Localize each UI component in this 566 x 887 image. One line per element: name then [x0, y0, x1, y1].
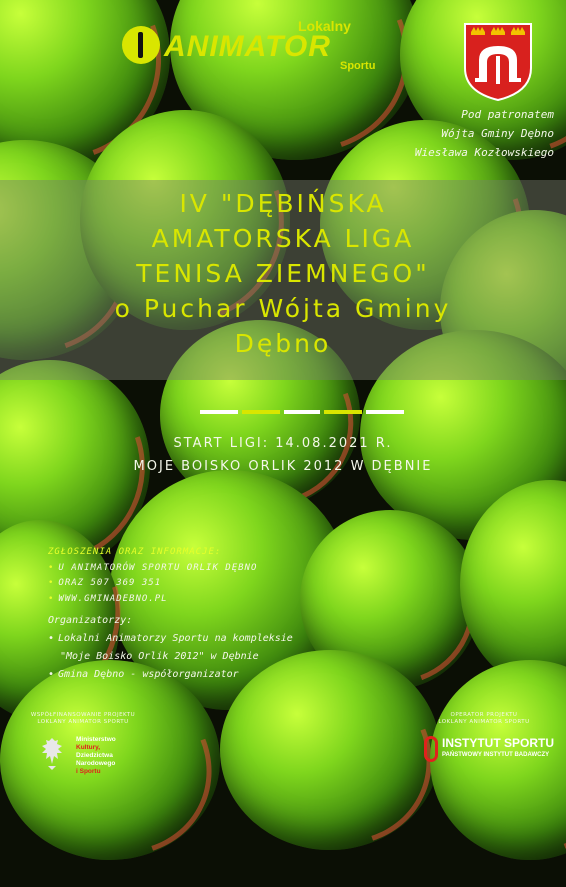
coat-of-arms-icon — [463, 22, 533, 102]
logo-mark-icon — [122, 26, 160, 64]
animator-sportu-logo — [122, 18, 402, 70]
logo-small-text: Lokalny — [298, 18, 351, 34]
title-line: Dębno — [234, 329, 332, 358]
instytut-sportu-logo — [424, 734, 555, 766]
cofinancing-block — [18, 712, 148, 775]
registration-header: ZGŁOSZENIA ORAZ INFORMACJE: — [48, 547, 222, 557]
patron-line: Wiesława Kozłowskiego — [414, 146, 554, 159]
start-venue: MOJE BOISKO ORLIK 2012 W DĘBNIE — [133, 459, 433, 474]
operator-block — [414, 712, 555, 758]
league-start-info — [0, 432, 566, 478]
title-line: TENISA ZIEMNEGO" — [136, 259, 430, 288]
list-item: • U ANIMATORÓW SPORTU ORLIK DĘBNO — [48, 562, 258, 573]
operator-caption: OPERATOR PROJEKTU — [450, 712, 518, 718]
website-link[interactable]: • WWW.GMINADEBNO.PL — [48, 593, 168, 604]
start-date: START LIGI: 14.08.2021 R. — [173, 436, 393, 451]
title-line: IV "DĘBIŃSKA — [179, 189, 387, 218]
list-item-continuation: "Moje Boisko Orlik 2012" w Dębnie — [60, 651, 259, 662]
cofinancing-caption: WSPÓŁFINANSOWANIE PROJEKTU — [30, 712, 136, 718]
instytut-sportu-icon — [424, 736, 438, 762]
organizers-header: Organizatorzy: — [48, 615, 133, 626]
list-item: • ORAZ 507 369 351 — [48, 578, 162, 588]
list-item: • Lokalni Animatorzy Sportu na kompleksie — [48, 633, 293, 644]
patron-line: Wójta Gminy Dębno — [441, 127, 554, 140]
polish-eagle-icon — [40, 736, 64, 772]
ministry-logo-text: Ministerstwo Kultury, Dziedzictwa Narodowego i Sportu — [76, 736, 116, 775]
cofinancing-caption: LOKLANY ANIMATOR SPORTU — [37, 719, 129, 725]
list-item: • Gmina Dębno - współorganizator — [48, 669, 239, 680]
event-title — [0, 186, 566, 361]
organizers-section — [48, 612, 508, 684]
patronage-text — [314, 105, 554, 162]
logo-big-text: ANIMATOR — [164, 30, 331, 63]
title-line: AMATORSKA LIGA — [151, 224, 415, 253]
instytut-sportu-subtitle: PAŃSTWOWY INSTYTUT BADAWCZY — [442, 752, 550, 758]
decorative-divider — [200, 410, 404, 414]
instytut-sportu-name: INSTYTUT SPORTU — [442, 736, 555, 750]
title-line: o Puchar Wójta Gminy — [114, 294, 452, 323]
logo-sub-text: Sportu — [340, 60, 376, 72]
operator-caption: LOKLANY ANIMATOR SPORTU — [438, 719, 530, 725]
registration-info — [48, 545, 468, 607]
patron-line: Pod patronatem — [461, 108, 554, 121]
